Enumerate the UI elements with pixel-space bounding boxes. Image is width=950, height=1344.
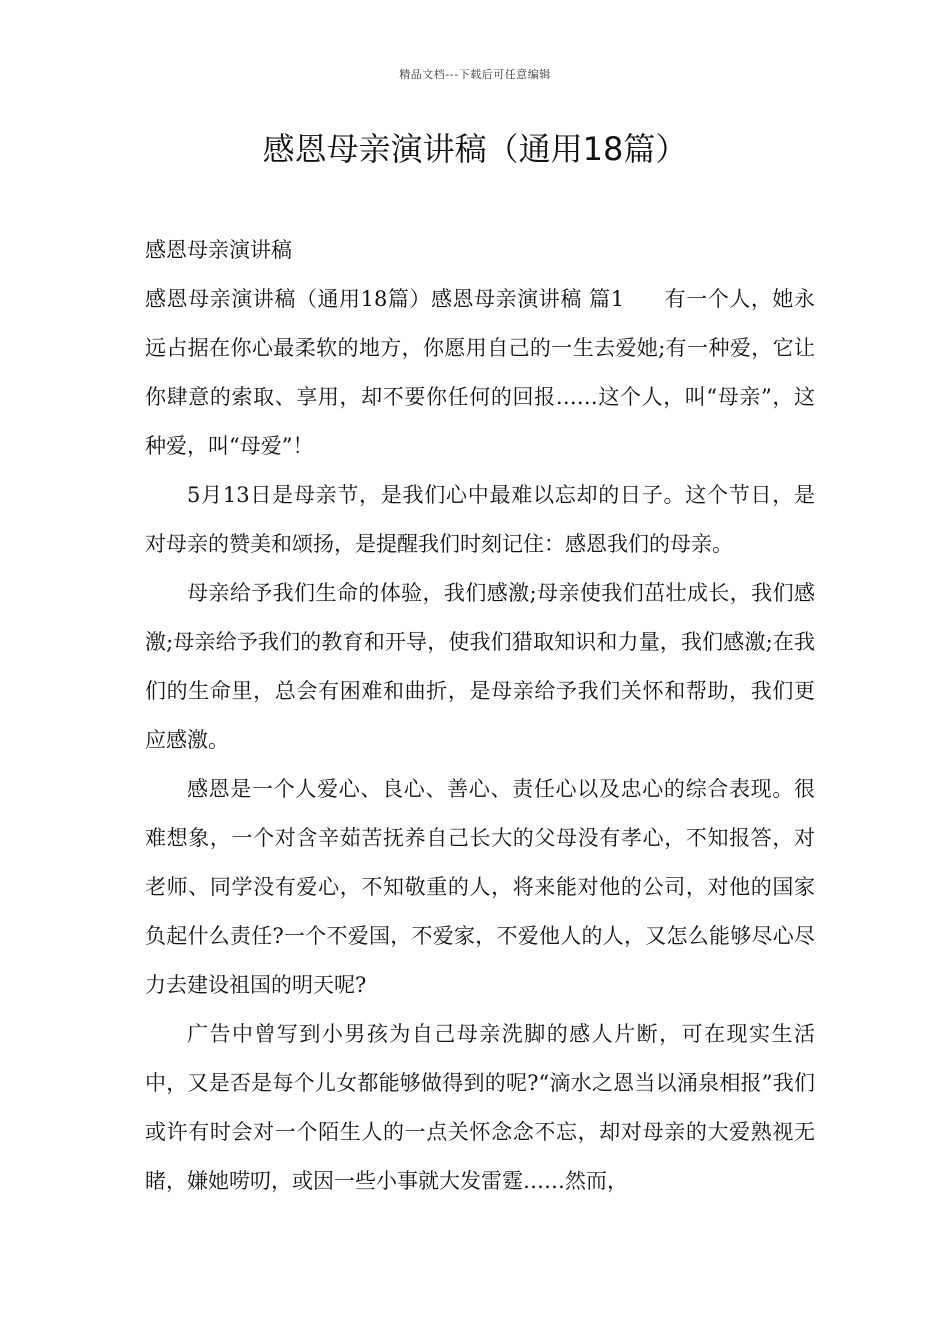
document-title: 感恩母亲演讲稿（通用18篇） [262,130,688,168]
header-note: 精品文档---下载后可任意编辑 [399,68,551,81]
intro-paragraph [145,275,815,471]
intro-text: 有一个人，她永远占据在你心最柔软的地方，你愿用自己的一生去爱她;有一种爱，它让你肆意的索取、享用，却不要你任何的回报……这个人，叫“母亲”，这种爱，叫“母爱”！ [145,287,815,458]
subtitle: 感恩母亲演讲稿 [145,238,292,262]
intro-heading: 感恩母亲演讲稿（通用18篇）感恩母亲演讲稿 篇1 [145,287,625,311]
body-paragraph: 感恩是一个人爱心、良心、善心、责任心以及忠心的综合表现。很难想象，一个对含辛茹苦抚养自己长大的父母没有孝心，不知报答，对老师、同学没有爱心，不知敬重的人，将来能对他的公司，对他的国家负起什么责任?一个不爱国，不爱家，不爱他人的人，又怎么能够尽心尽力去建设祖国的明天呢? [145,777,815,997]
body-paragraph: 母亲给予我们生命的体验，我们感激;母亲使我们茁壮成长，我们感激;母亲给予我们的教育和开导，使我们猎取知识和力量，我们感激;在我们的生命里，总会有困难和曲折，是母亲给予我们关怀和帮助，我们更应感激。 [145,581,815,752]
document-body [145,275,815,1206]
body-paragraph: 5月13日是母亲节，是我们心中最难以忘却的日子。这个节日，是对母亲的赞美和颂扬，是提醒我们时刻记住：感恩我们的母亲。 [145,483,815,556]
body-paragraph: 广告中曾写到小男孩为自己母亲洗脚的感人片断，可在现实生活中，又是否是每个儿女都能够做得到的呢?“滴水之恩当以涌泉相报”我们或许有时会对一个陌生人的一点关怀念念不忘，却对母亲的大爱熟视无睹，嫌她唠叨，或因一些小事就大发雷霆……然而， [145,1022,815,1193]
